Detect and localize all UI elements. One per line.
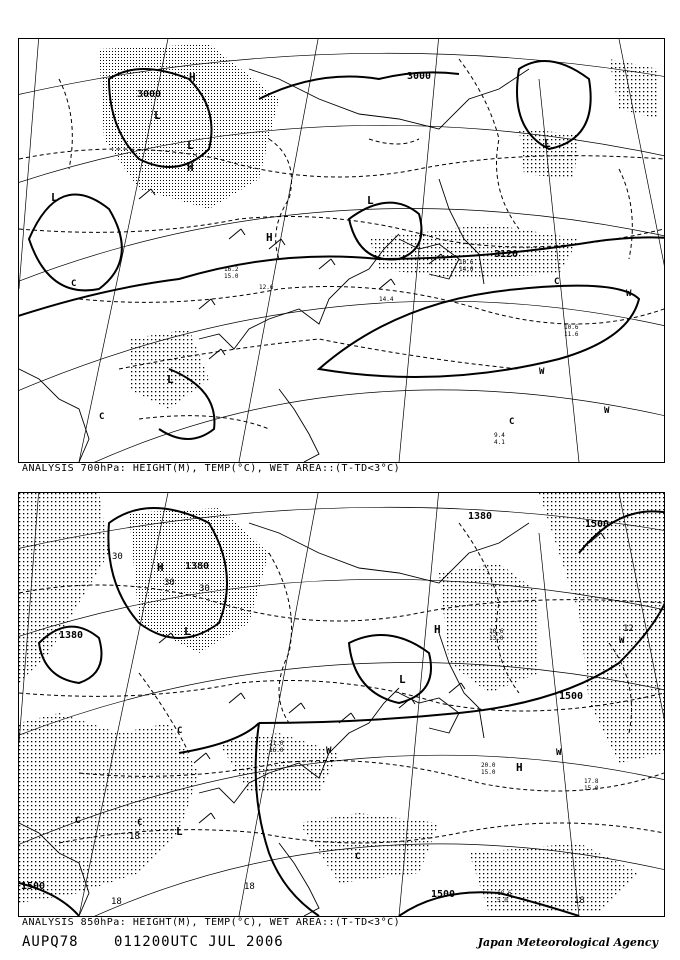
isotherm-label: 18 — [111, 897, 122, 907]
contour-label: 1500 — [431, 889, 456, 900]
contour-label: 1500 — [21, 881, 46, 892]
isotherm-label: 12 — [623, 624, 634, 634]
high-center: H — [157, 561, 164, 574]
station-value: 16.0 — [269, 747, 284, 754]
station-value: 15.0 — [224, 273, 239, 280]
warm-center: W — [556, 748, 562, 758]
cold-center: C — [137, 818, 143, 828]
high-center: H — [266, 231, 273, 244]
map-700hpa-canvas — [19, 39, 664, 462]
station-value: 18.6 — [497, 890, 512, 897]
station-values — [224, 259, 579, 446]
warm-center: W — [326, 746, 332, 756]
caption-850hpa: ANALYSIS 850hPa: HEIGHT(M), TEMP(°C), WET AREA::(T-TD<3°C) — [22, 917, 401, 928]
station-value: 20.0 — [481, 762, 496, 769]
station-value: 12.6 — [259, 284, 274, 291]
low-center: L — [154, 109, 161, 122]
station-value: 10.6 — [564, 324, 579, 331]
warm-center: W — [626, 289, 632, 299]
isotherm-label: 30 — [164, 578, 175, 588]
station-value: 13.0 — [489, 635, 504, 642]
low-center: L — [167, 373, 174, 386]
map-700hpa — [18, 38, 665, 463]
contour-label: 1380 — [468, 511, 493, 522]
station-value: 17.8 — [584, 778, 599, 785]
low-center: L — [399, 673, 406, 686]
station-value: 9.4 — [494, 432, 505, 439]
map-850hpa-canvas — [19, 493, 664, 916]
cold-center: C — [554, 277, 560, 287]
warm-center: W — [604, 406, 610, 416]
low-center: L — [51, 191, 58, 204]
station-value: 21.0 — [269, 740, 284, 747]
contour-label: 1380 — [59, 630, 84, 641]
caption-700hpa: ANALYSIS 700hPa: HEIGHT(M), TEMP(°C), WET AREA::(T-TD<3°C) — [22, 463, 401, 474]
cold-center: C — [99, 412, 105, 422]
station-value: 16.2 — [224, 266, 239, 273]
agency-name: Japan Meteorological Agency — [477, 936, 658, 949]
station-value: 11.6 — [564, 331, 579, 338]
contour-label: 3000 — [407, 71, 432, 82]
warm-center: W — [539, 367, 545, 377]
cold-center: C — [177, 726, 183, 736]
chart-identifier — [22, 934, 310, 950]
map-850hpa — [18, 492, 665, 917]
low-center: L — [367, 194, 374, 207]
isotherm-label: 18 — [129, 832, 140, 842]
cold-center: C — [509, 417, 515, 427]
station-value: 15.0 — [481, 769, 496, 776]
isotherm-label: 30 — [199, 584, 210, 594]
station-value: 4.1 — [494, 439, 505, 446]
low-center: L — [187, 139, 194, 152]
station-value: 16.6 — [489, 628, 504, 635]
cold-center: C — [75, 816, 81, 826]
high-center: H — [434, 623, 441, 636]
low-center: L — [176, 825, 183, 838]
high-center: H — [516, 761, 523, 774]
contour-label: 3000 — [137, 89, 162, 100]
isotherm-label: 18 — [574, 896, 585, 906]
low-center: L — [544, 137, 551, 150]
chart-code: AUPQ78 — [22, 934, 79, 950]
contour-label: 3120 — [494, 249, 519, 260]
contour-label: 1500 — [559, 691, 584, 702]
station-value: 14.4 — [379, 296, 394, 303]
chart-time: 011200UTC JUL 2006 — [114, 934, 284, 950]
station-value: 14.0 — [459, 266, 474, 273]
isotherm-label: 18 — [244, 882, 255, 892]
warm-center: W — [619, 636, 625, 646]
station-value: 5.0 — [497, 897, 508, 904]
contour-label: 1500 — [585, 519, 610, 530]
cold-center: C — [71, 279, 77, 289]
low-center: L — [184, 625, 191, 638]
high-center: H — [189, 71, 196, 84]
contour-label: 1380 — [185, 561, 210, 572]
cold-center: C — [355, 852, 361, 862]
station-value: 15.0 — [584, 785, 599, 792]
high-center: H — [187, 161, 194, 174]
station-value: 10.6 — [459, 259, 474, 266]
isotherm-label: 30 — [112, 552, 123, 562]
